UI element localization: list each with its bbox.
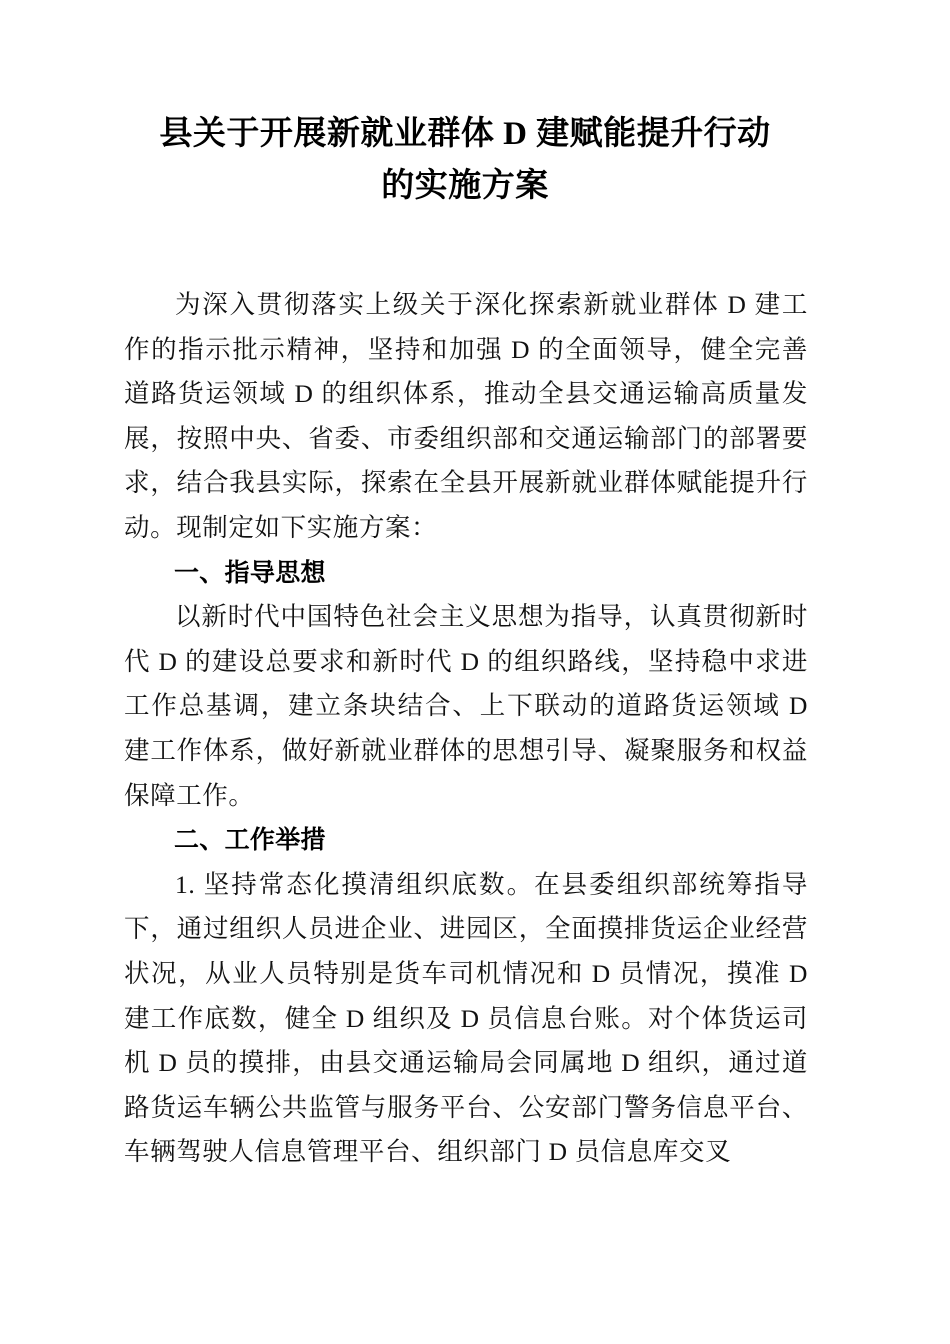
- document-body: [124, 283, 808, 1175]
- section-heading-guiding-ideology: 一、指导思想: [174, 557, 326, 587]
- section-heading-work-measures: 二、工作举措: [174, 825, 326, 855]
- paragraph-guiding-ideology: 以新时代中国特色社会主义思想为指导，认真贯彻新时代 D 的建设总要求和新时代 D 的组织路线，坚持稳中求进工作总基调，建立条块结合、上下联动的道路货运领域 D 建工作体系，做好新就业群体的思想引导、凝聚服务和权益保障工作。: [124, 602, 808, 810]
- document-title: [124, 108, 806, 212]
- document-title-line-2: 的实施方案: [381, 168, 549, 204]
- paragraph-measure-1: 1. 坚持常态化摸清组织底数。在县委组织部统筹指导下，通过组织人员进企业、进园区，全面摸排货运企业经营状况，从业人员特别是货车司机情况和 D 员情况，摸准 D 建工作底数，健全 D 组织及 D 员信息台账。对个体货运司机 D 员的摸排，由县交通运输局会同属地 D 组织，通过道路货运车辆公共监管与服务平台、公安部门警务信息平台、车辆驾驶人信息管理平台、组织部门 D 员信息库交叉: [124, 869, 808, 1167]
- paragraph-preamble: 为深入贯彻落实上级关于深化探索新就业群体 D 建工作的指示批示精神，坚持和加强 D 的全面领导，健全完善道路货运领域 D 的组织体系，推动全县交通运输高质量发展，按照中央、省委、市委组织部和交通运输部门的部署要求，结合我县实际，探索在全县开展新就业群体赋能提升行动。现制定如下实施方案：: [124, 290, 808, 542]
- document-title-line-1: 县关于开展新就业群体 D 建赋能提升行动: [159, 116, 771, 152]
